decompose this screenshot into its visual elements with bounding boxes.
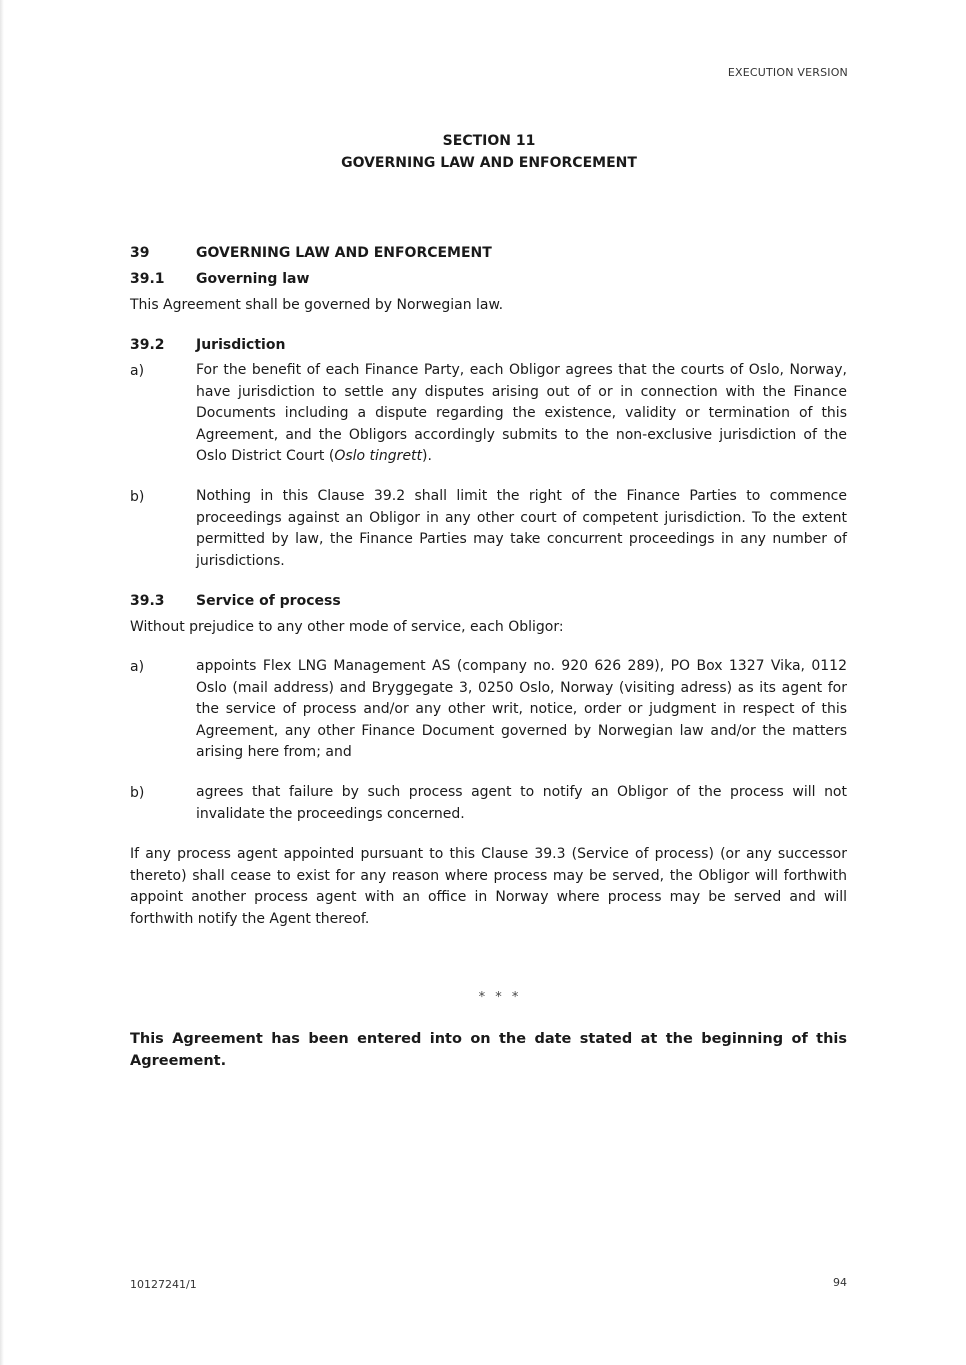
- section-number: SECTION 11: [442, 133, 536, 149]
- clause-39-2-a-text: [196, 360, 847, 468]
- clause-39-1-number: 39.1: [130, 271, 165, 287]
- clause-39-2-a-label: a): [130, 363, 145, 379]
- execution-version-label: EXECUTION VERSION: [727, 66, 848, 79]
- clause-39-3-a-label: a): [130, 659, 145, 675]
- clause-39-2-b-text: Nothing in this Clause 39.2 shall limit the right of the Finance Parties to commence proceedings against an Obligor in any other court of competent jurisdiction. To the extent permitted by law, the Finance Parties may take concurrent proceedings in any number of jurisdictions.: [196, 488, 847, 569]
- clause-39-3-title: Service of process: [196, 593, 341, 609]
- clause-39-2-a-text-part2: ).: [422, 448, 432, 464]
- clause-39-number: 39: [130, 245, 150, 261]
- clause-39-1-text: This Agreement shall be governed by Norwegian law.: [130, 297, 504, 313]
- clause-39-3-b-text: agrees that failure by such process agent to notify an Obligor of the process will not invalidate the proceedings concerned.: [196, 784, 847, 822]
- clause-39-3-closing: If any process agent appointed pursuant to this Clause 39.3 (Service of process) (or any successor thereto) shall cease to exist for any reason where process may be served, the Obligor will forthwith appoint another process agent with an office in Norway where process may be served and will forthwith notify the Agent thereof.: [130, 846, 847, 927]
- clause-39-2-a-text-part1: For the benefit of each Finance Party, each Obligor agrees that the courts of Oslo, Norway, have jurisdiction to settle any disputes arising out of or in connection with the Finance Documents including a dispute regarding the existence, validity or termination of this Agreement, and the Obligors accordingly submits to the non-exclusive jurisdiction of the Oslo District Court (: [196, 362, 847, 464]
- clause-39-2-number: 39.2: [130, 337, 165, 353]
- clause-39-2-b-label: b): [130, 489, 145, 505]
- section-title: GOVERNING LAW AND ENFORCEMENT: [341, 155, 637, 171]
- section-separator: * * *: [478, 990, 522, 1005]
- clause-39-2-title: Jurisdiction: [196, 337, 286, 353]
- clause-39-3-a-text: appoints Flex LNG Management AS (company no. 920 626 289), PO Box 1327 Vika, 0112 Oslo (mail address) and Bryggegate 3, 0250 Oslo, Norway (visiting adress) as its agent for the service of process and/or any other writ, notice, order or judgment in respect of this Agreement, any other Finance Document governed by Norwegian law and/or the matters arising here from; and: [196, 658, 847, 760]
- clause-39-title: GOVERNING LAW AND ENFORCEMENT: [196, 245, 492, 261]
- clause-39-3-number: 39.3: [130, 593, 165, 609]
- scan-edge-shadow: [0, 0, 4, 1365]
- clause-39-3-intro: Without prejudice to any other mode of service, each Obligor:: [130, 619, 564, 635]
- clause-39-2-a-text-italic: Oslo tingrett: [334, 448, 423, 464]
- footer-page-number: 94: [833, 1276, 847, 1289]
- clause-39-1-title: Governing law: [196, 271, 310, 287]
- clause-39-3-b-label: b): [130, 785, 145, 801]
- final-statement: This Agreement has been entered into on the date stated at the beginning of this Agreement.: [130, 1031, 847, 1069]
- footer-doc-id: 10127241/1: [130, 1278, 197, 1291]
